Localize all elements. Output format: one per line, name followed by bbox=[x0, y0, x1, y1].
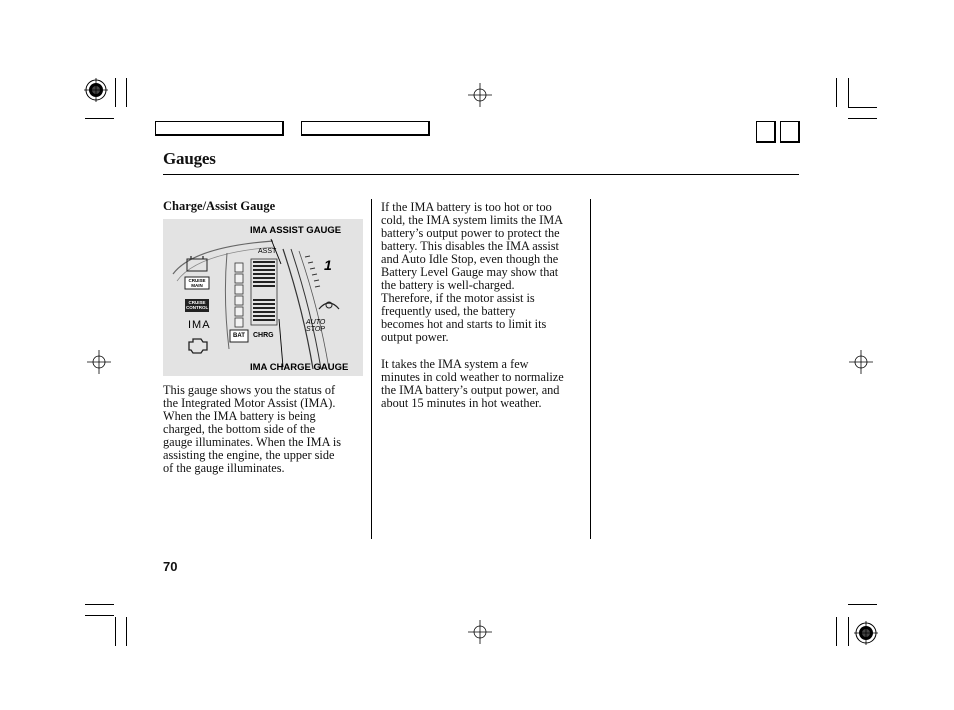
subheading: Charge/Assist Gauge bbox=[163, 199, 276, 213]
page-title: Gauges bbox=[163, 149, 216, 168]
text-line: the Integrated Motor Assist (IMA). bbox=[163, 396, 336, 411]
auto-stop-line-2: STOP bbox=[306, 326, 325, 333]
crop-mark bbox=[85, 615, 114, 616]
registration-target-icon bbox=[84, 78, 108, 102]
chrg-label: CHRG bbox=[253, 332, 274, 339]
asst-label: ASST bbox=[258, 248, 277, 255]
text-line: battery. This disables the IMA assist bbox=[381, 239, 559, 254]
crop-mark bbox=[115, 78, 116, 107]
crop-mark bbox=[848, 78, 849, 107]
cruise-main-label bbox=[187, 278, 207, 288]
crop-mark bbox=[115, 617, 116, 646]
text-line: output power. bbox=[381, 330, 449, 345]
crosshair-icon bbox=[468, 83, 492, 107]
text-line: If the IMA battery is too hot or too bbox=[381, 200, 552, 214]
registration-target-icon bbox=[854, 621, 878, 645]
text-line: frequently used, the battery bbox=[381, 304, 516, 319]
text-line: This gauge shows you the status of bbox=[163, 383, 336, 397]
crop-mark bbox=[836, 617, 837, 646]
cruise-main-line-1: CRUISE bbox=[188, 278, 206, 283]
auto-stop-label bbox=[306, 319, 325, 333]
cruise-main-line-2: MAIN bbox=[191, 283, 203, 288]
crosshair-icon bbox=[849, 350, 873, 374]
column-divider bbox=[371, 199, 372, 539]
text-line: of the gauge illuminates. bbox=[163, 461, 285, 476]
text-line: the battery is well-charged. bbox=[381, 278, 515, 293]
ima-indicator-label: IMA bbox=[188, 319, 211, 331]
nav-button-next-page[interactable] bbox=[780, 121, 800, 143]
text-line: Therefore, if the motor assist is bbox=[381, 291, 535, 306]
cruise-control-line-2: CONTROL bbox=[186, 305, 209, 310]
cruise-control-label bbox=[186, 300, 208, 310]
crop-mark bbox=[848, 107, 877, 108]
crop-mark bbox=[848, 604, 877, 605]
text-line: battery’s output power to protect the bbox=[381, 226, 560, 241]
crop-mark bbox=[848, 118, 877, 119]
crop-mark bbox=[848, 617, 849, 646]
column-divider bbox=[590, 199, 591, 539]
title-rule bbox=[163, 174, 799, 175]
text-line: charged, the bottom side of the bbox=[163, 422, 316, 437]
nav-button-main-menu[interactable] bbox=[155, 121, 284, 136]
page-number: 70 bbox=[163, 559, 178, 574]
charge-assist-gauge-figure bbox=[163, 219, 363, 376]
ima-assist-gauge-label: IMA ASSIST GAUGE bbox=[250, 225, 342, 236]
crop-mark bbox=[836, 78, 837, 107]
nav-button-previous-page[interactable] bbox=[756, 121, 776, 143]
nav-button-table-of-contents[interactable] bbox=[301, 121, 430, 136]
ima-charge-gauge-label: IMA CHARGE GAUGE bbox=[250, 362, 349, 373]
cruise-control-line-1: CRUISE bbox=[188, 300, 206, 305]
text-line: gauge illuminates. When the IMA is bbox=[163, 435, 342, 450]
left-paragraph bbox=[163, 384, 368, 475]
crosshair-icon bbox=[87, 350, 111, 374]
crop-mark bbox=[126, 78, 127, 107]
text-line: When the IMA battery is being bbox=[163, 409, 316, 424]
crop-mark bbox=[85, 118, 114, 119]
text-line: and Auto Idle Stop, even though the bbox=[381, 252, 559, 267]
right-paragraph-2 bbox=[381, 358, 586, 410]
text-line: cold, the IMA system limits the IMA bbox=[381, 213, 564, 228]
text-line: the IMA battery’s output power, and bbox=[381, 383, 560, 398]
auto-stop-line-1: AUTO bbox=[306, 319, 326, 326]
bat-label: BAT bbox=[233, 333, 245, 339]
gauge-illustration bbox=[163, 219, 363, 376]
right-paragraph-1 bbox=[381, 201, 586, 345]
crop-mark bbox=[126, 617, 127, 646]
text-line: minutes in cold weather to normalize bbox=[381, 370, 564, 385]
text-line: It takes the IMA system a few bbox=[381, 357, 529, 371]
text-line: about 15 minutes in hot weather. bbox=[381, 396, 542, 411]
text-line: Battery Level Gauge may show that bbox=[381, 265, 559, 280]
text-line: becomes hot and starts to limit its bbox=[381, 317, 547, 332]
text-line: assisting the engine, the upper side bbox=[163, 448, 335, 463]
crop-mark bbox=[85, 604, 114, 605]
crosshair-icon bbox=[468, 620, 492, 644]
gear-indicator-label: 1 bbox=[324, 257, 332, 273]
